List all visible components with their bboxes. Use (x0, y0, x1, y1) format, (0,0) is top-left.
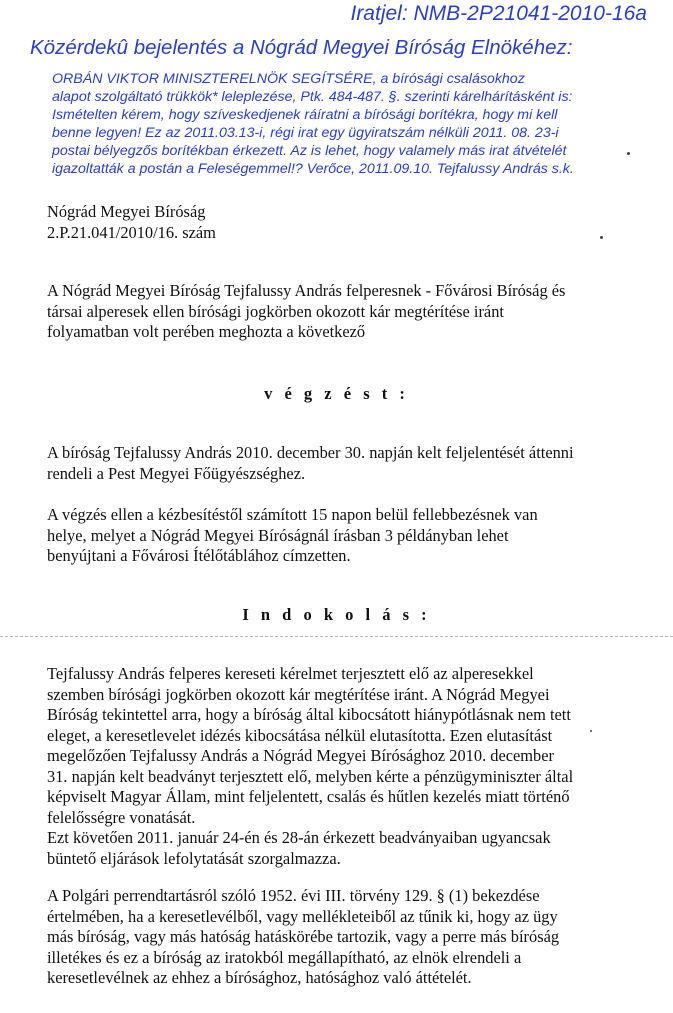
reasoning-line: megelőzően Tejfalussy András a Nógrád Megyei Bírósághoz 2010. december (47, 746, 554, 765)
note-line: ORBÁN VIKTOR MINISZTERELNÖK SEGÍTSÉRE, a bírósági csalásokhoz (52, 71, 525, 87)
public-notice-title: Közérdekû bejelentés a Nógrád Megyei Bíróság Elnökéhez: (30, 36, 573, 59)
note-line: Ismételten kérem, hogy szíveskedjenek ráíratni a bírósági borítékra, hogy mi kell (52, 107, 558, 123)
reasoning-line: értelmében, ha a keresetlevélből, vagy mellékleteiből az tűnik ki, hogy az ügy (47, 906, 558, 926)
scan-speck (590, 730, 592, 732)
ruling-line: A végzés ellen a kézbesítéstől számított 15 napon belül fellebbezésnek van (47, 505, 538, 524)
ruling-line: benyújtani a Fővárosi Ítélőtáblához címzetten. (47, 546, 351, 565)
scan-dashed-line (0, 636, 673, 637)
intro-line: A Nógrád Megyei Bíróság Tejfalussy András felperesnek - Fővárosi Bíróság és (47, 281, 566, 300)
reasoning-line: illetékes és ez a bíróság az iratokból megállapítható, az elnök elrendeli a (47, 947, 522, 967)
reasoning-line: eleget, a keresetlevelet idézés kibocsátása nélkül elutasította. Ezen elutasítást (47, 725, 553, 745)
intro-line: társai alperesek ellen bírósági jogkörben okozott kár megtérítése iránt (47, 301, 504, 321)
reasoning-paragraph-1 (47, 664, 622, 828)
reasoning-line: keresetlevélnek az ehhez a bírósághoz, hatósághoz való áttételét. (47, 968, 472, 987)
ruling-line: helye, melyet a Nógrád Megyei Bíróságnál írásban 3 példányban lehet (47, 525, 509, 545)
vegzest-heading: v é g z é s t : (264, 384, 409, 403)
note-line: igazoltatták a postán a Feleségemmel!? Verőce, 2011.09.10. Tejfalussy András s.k. (52, 161, 574, 177)
reasoning-paragraph-3 (47, 886, 622, 989)
reasoning-line: felelősségre vonatását. (47, 807, 196, 827)
reasoning-paragraph-2 (47, 828, 622, 869)
reasoning-line: büntető eljárások lefolytatását szorgalmazza. (47, 848, 341, 868)
case-number: 2.P.21.041/2010/16. szám (47, 222, 216, 242)
reasoning-line: Bíróság tekintettel arra, hogy a bíróság által kibocsátott hiánypótlásnak nem tett (47, 705, 571, 724)
ruling-paragraph-1 (47, 443, 622, 484)
ruling-line: rendeli a Pest Megyei Főügyészséghez. (47, 463, 306, 483)
handwritten-style-note (52, 70, 652, 178)
reasoning-line: Ezt követően 2011. január 24-én és 28-án érkezett beadványaiban ugyancsak (47, 828, 551, 847)
note-line: alapot szolgáltató trükkök* leleplezése, Ptk. 484-487. §. szerinti kárelhárításként is: (52, 89, 573, 105)
reasoning-line: képviselt Magyar Állam, mint feljelentett, csalás és hűtlen kezelés miatt történő (47, 787, 570, 806)
reasoning-line: más bíróság, vagy más hatóság hatáskörébe tartozik, vagy a perre más bíróság (47, 927, 560, 946)
reasoning-line: 31. napján kelt beadványt terjesztett elő, melyben kérte a pénzügyminiszter által (47, 766, 574, 786)
ruling-paragraph-2 (47, 505, 622, 567)
court-header (47, 202, 622, 243)
reasoning-line: szemben bírósági jogkörben okozott kár megtérítése iránt. A Nógrád Megyei (47, 684, 550, 704)
reasoning-line: Tejfalussy András felperes kereseti kérelmet terjesztett elő az alperesekkel (47, 664, 534, 683)
intro-paragraph (47, 281, 622, 343)
note-line: benne legyen! Ez az 2011.03.13-i, régi irat egy ügyiratszám nélküli 2011. 08. 23-i (52, 125, 559, 141)
scan-speck (600, 236, 603, 239)
intro-line: folyamatban volt perében meghozta a következő (47, 322, 366, 341)
scan-speck (627, 152, 630, 155)
note-line: postai bélyegzős borítékban érkezett. Az is lehet, hogy valamely más irat átvételét (52, 143, 567, 159)
ruling-line: A bíróság Tejfalussy András 2010. december 30. napján kelt feljelentését áttenni (47, 443, 574, 462)
indokolas-heading: I n d o k o l á s : (242, 605, 431, 624)
reasoning-line: A Polgári perrendtartásról szóló 1952. évi III. törvény 129. § (1) bekezdése (47, 886, 540, 905)
iratjel-reference: Iratjel: NMB-2P21041-2010-16a (350, 2, 647, 25)
court-name: Nógrád Megyei Bíróság (47, 202, 206, 221)
